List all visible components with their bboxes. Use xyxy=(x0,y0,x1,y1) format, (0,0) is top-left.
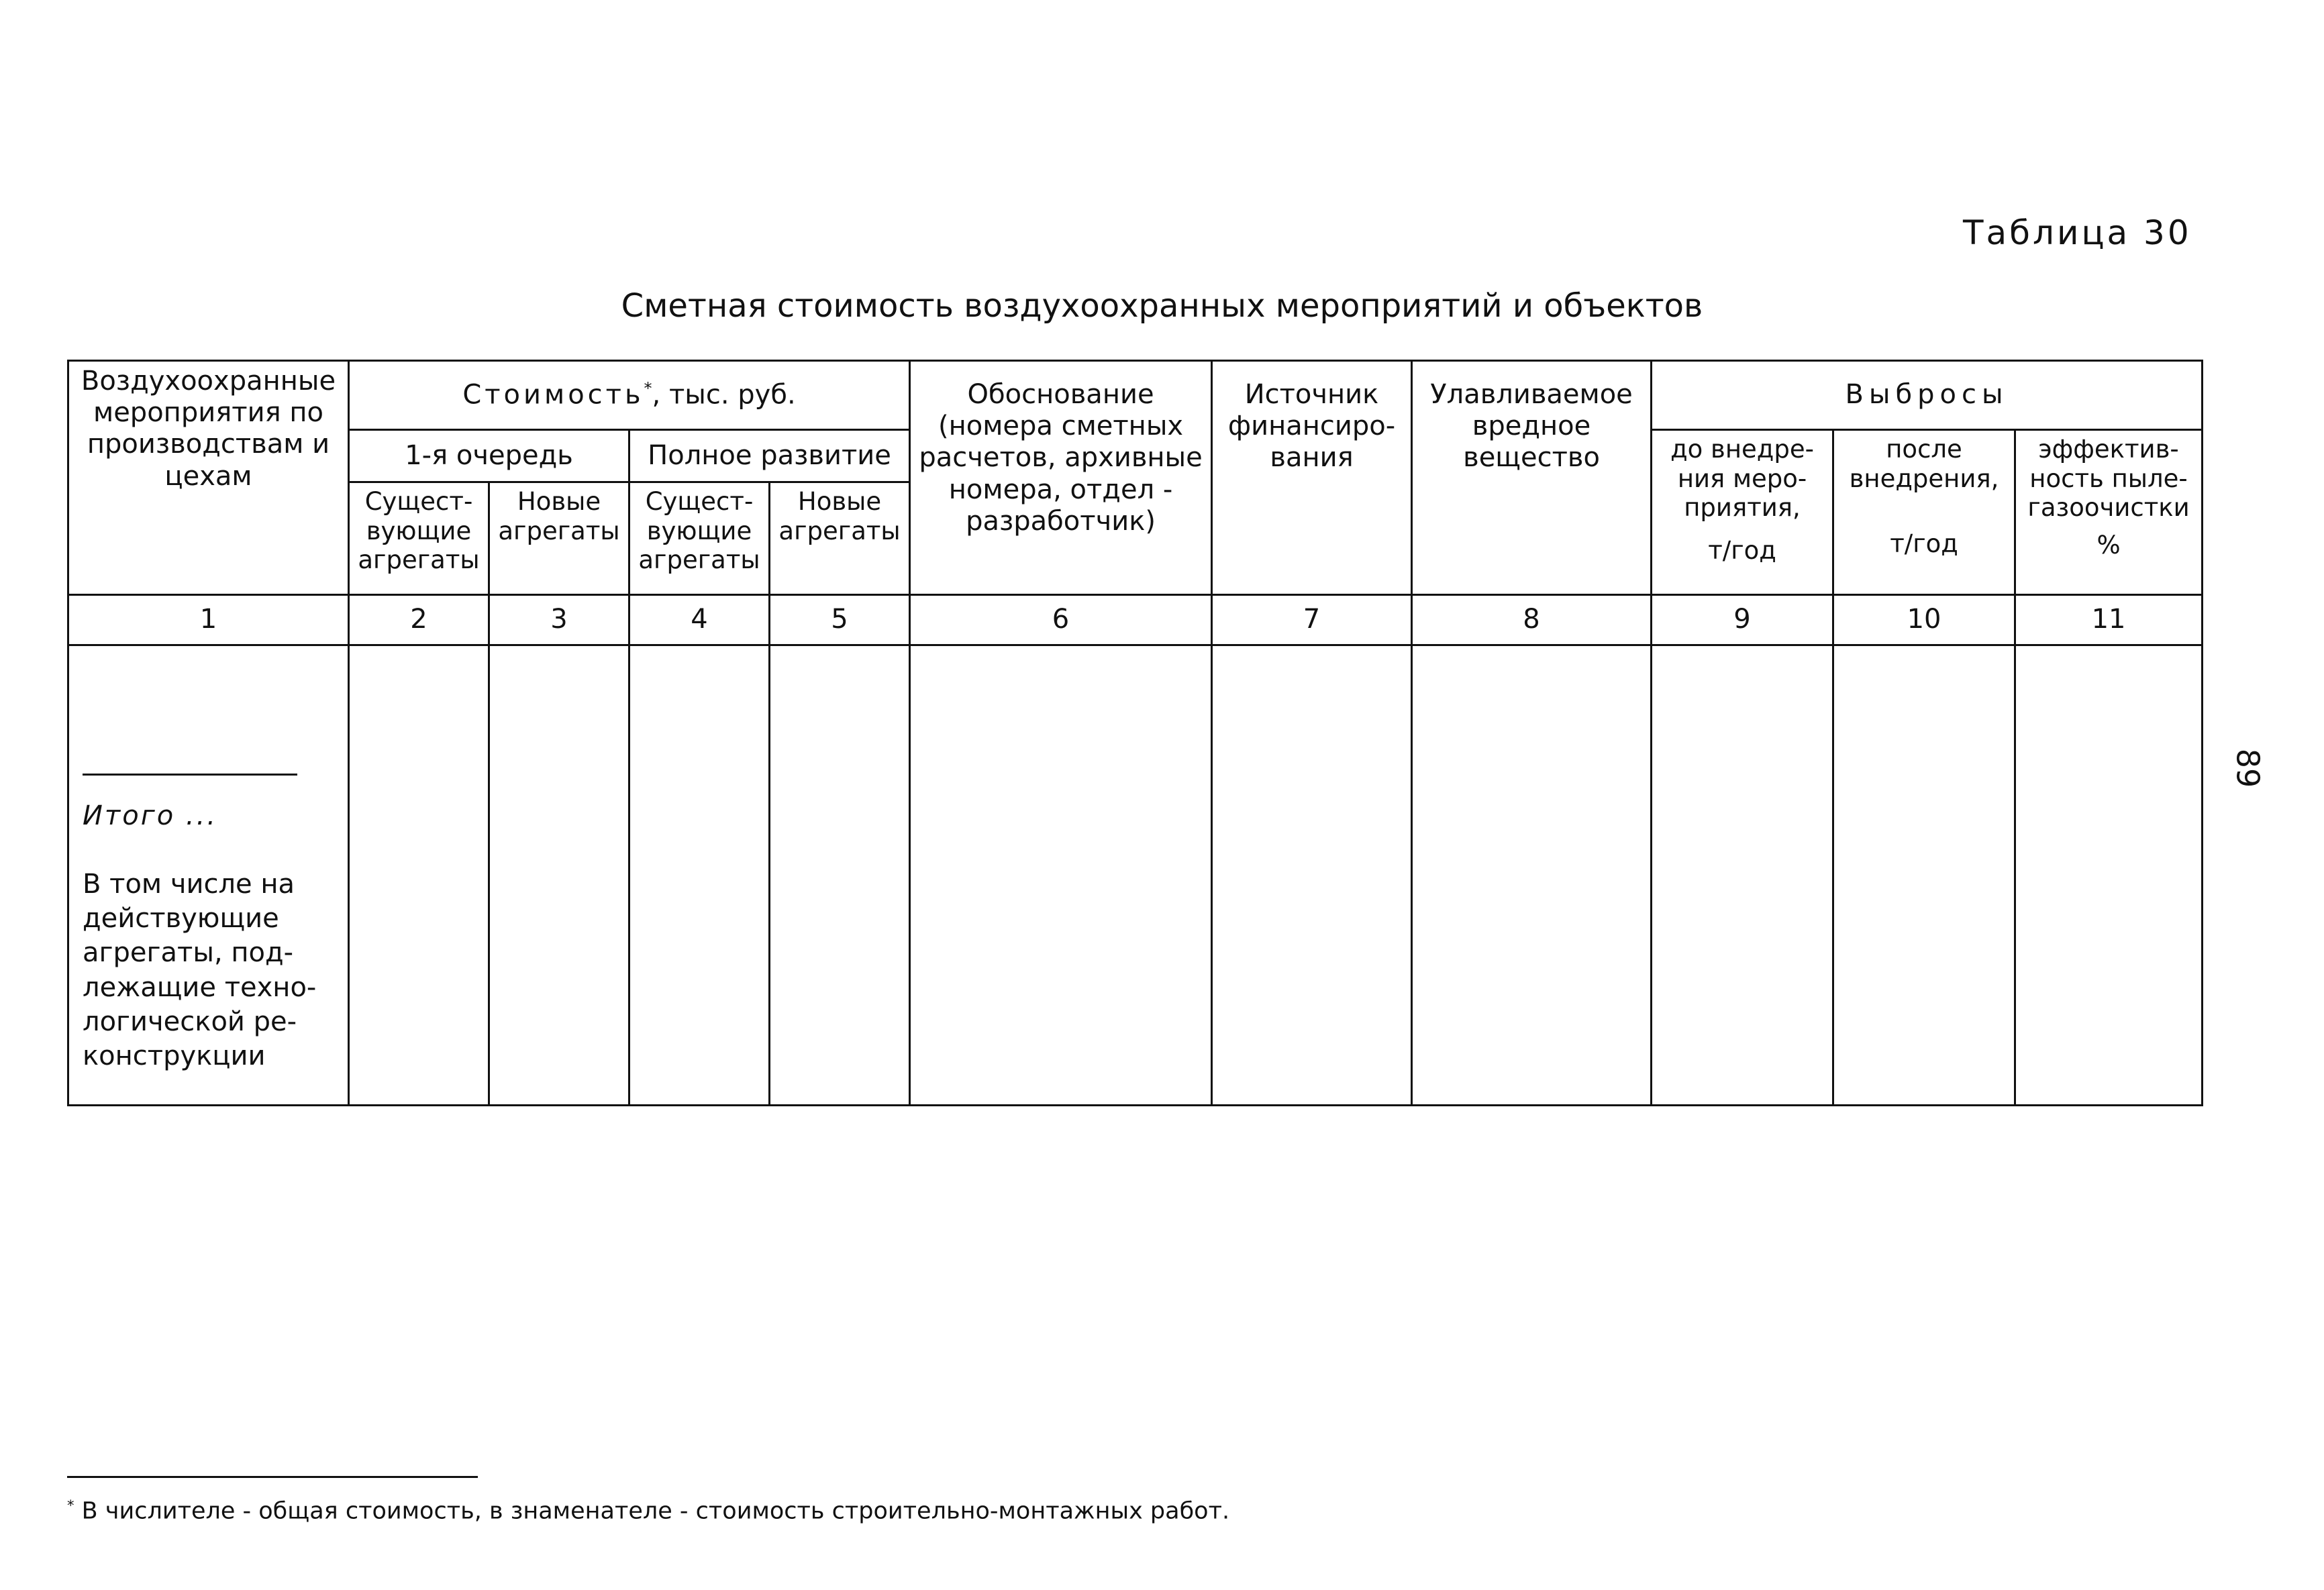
column-number: 9 xyxy=(1652,595,1833,645)
header-col-9 xyxy=(1652,430,1833,595)
header-full-development: Полное развитие xyxy=(629,430,910,482)
body-cell xyxy=(2015,645,2203,1106)
column-number: 6 xyxy=(910,595,1212,645)
header-col-1: Воздухоохранные мероприятия по производствам и цехам xyxy=(68,361,349,595)
header-full-existing: Сущест-вующие агрегаты xyxy=(629,482,770,595)
cost-label: Стоимость xyxy=(462,379,644,411)
cost-unit: , тыс. руб. xyxy=(652,379,796,411)
table-title: Сметная стоимость воздухоохранных мероприятий и объектов xyxy=(621,287,1703,325)
col9-label: до внедре-ния меро-приятия, xyxy=(1670,435,1814,523)
header-col-10 xyxy=(1833,430,2015,595)
col9-unit: т/год xyxy=(1708,535,1776,565)
col10-unit: т/год xyxy=(1890,529,1958,559)
column-number: 11 xyxy=(2015,595,2203,645)
column-number: 3 xyxy=(489,595,629,645)
header-col-11 xyxy=(2015,430,2203,595)
header-cost-group xyxy=(349,361,910,430)
subtotal-rule xyxy=(83,774,297,776)
estimate-table xyxy=(67,360,2203,1106)
header-col-6: Обоснование (номера сметных расчетов, архивные номера, отдел - разработчик) xyxy=(910,361,1212,595)
column-number: 8 xyxy=(1412,595,1652,645)
header-stage1-new: Новые агрегаты xyxy=(489,482,629,595)
body-cell xyxy=(629,645,770,1106)
header-emissions-group: Выбросы xyxy=(1652,361,2203,430)
cost-footnote-marker: * xyxy=(644,379,652,398)
header-stage1-existing: Сущест-вующие агрегаты xyxy=(349,482,489,595)
column-number: 5 xyxy=(770,595,910,645)
column-number: 1 xyxy=(68,595,349,645)
body-cell-col-1 xyxy=(68,645,349,1106)
total-label: Итого ... xyxy=(83,800,218,831)
col10-label: после внедрения, xyxy=(1849,435,1999,493)
body-cell xyxy=(1833,645,2015,1106)
footnote-marker: * xyxy=(67,1497,74,1514)
table-label: Таблица 30 xyxy=(1963,213,2192,252)
body-cell xyxy=(489,645,629,1106)
footnote-text: В числителе - общая стоимость, в знаменателе - стоимость строительно-монтажных работ. xyxy=(81,1497,1230,1525)
body-cell xyxy=(910,645,1212,1106)
col11-label: эффектив-ность пыле-газоочистки xyxy=(2027,435,2190,523)
body-cell xyxy=(770,645,910,1106)
col11-unit: % xyxy=(2096,530,2121,560)
column-number: 4 xyxy=(629,595,770,645)
body-cell xyxy=(1212,645,1412,1106)
header-col-8: Улавливаемое вредное вещество xyxy=(1412,361,1652,595)
column-number: 7 xyxy=(1212,595,1412,645)
body-cell xyxy=(1412,645,1652,1106)
column-number: 2 xyxy=(349,595,489,645)
header-stage-1: 1-я очередь xyxy=(349,430,629,482)
body-cell xyxy=(349,645,489,1106)
header-col-7: Источник финансиро-вания xyxy=(1212,361,1412,595)
footnote-rule xyxy=(67,1476,478,1478)
including-label: В том числе на действующие агрегаты, под-лежащие техно-логической ре-конструкции xyxy=(83,869,317,1071)
column-number: 10 xyxy=(1833,595,2015,645)
body-cell xyxy=(1652,645,1833,1106)
page-number: 89 xyxy=(2229,748,2266,788)
header-full-new: Новые агрегаты xyxy=(770,482,910,595)
footnote xyxy=(67,1497,1229,1525)
